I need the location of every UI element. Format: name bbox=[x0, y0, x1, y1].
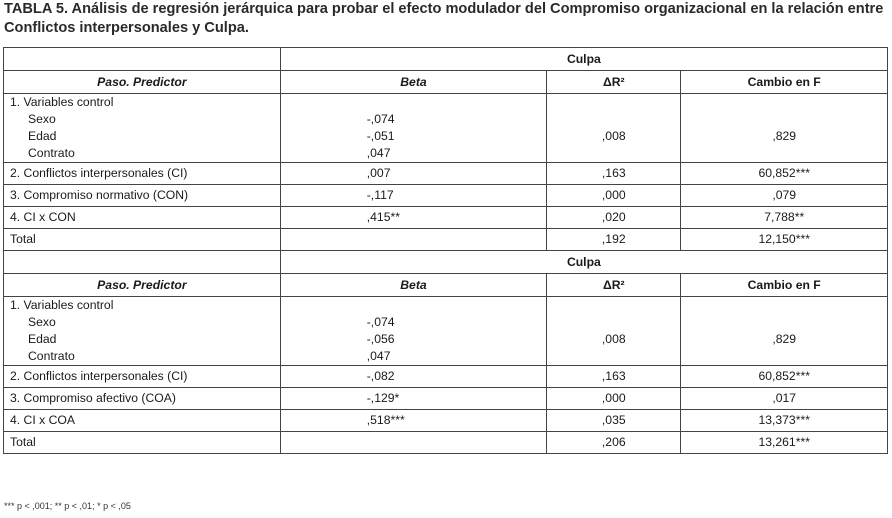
predictor-cell: 3. Compromiso afectivo (COA) bbox=[4, 388, 281, 410]
culpa-header: Culpa bbox=[280, 251, 887, 274]
sub-label: Contrato bbox=[28, 349, 75, 363]
column-header-row bbox=[4, 274, 888, 297]
predictor-cell bbox=[4, 94, 281, 163]
beta-cell: ,415** bbox=[280, 207, 546, 229]
culpa-header: Culpa bbox=[280, 48, 887, 71]
dr2-cell: ,000 bbox=[547, 185, 681, 207]
f-value: ,829 bbox=[772, 332, 797, 346]
total-label: Total bbox=[4, 432, 281, 454]
f-cell bbox=[681, 297, 888, 366]
f-value: ,829 bbox=[772, 129, 797, 143]
f-cell: 60,852*** bbox=[681, 366, 888, 388]
beta-header: Beta bbox=[280, 71, 546, 94]
beta-cell: ,007 bbox=[280, 163, 546, 185]
table-row bbox=[4, 388, 888, 410]
culpa-header-row bbox=[4, 251, 888, 274]
beta-cell bbox=[280, 94, 546, 163]
beta-value: ,047 bbox=[366, 349, 391, 363]
sub-label: Edad bbox=[28, 129, 57, 143]
predictor-cell: 2. Conflictos interpersonales (CI) bbox=[4, 366, 281, 388]
dr2-cell: ,192 bbox=[547, 229, 681, 251]
sub-label: Contrato bbox=[28, 146, 75, 160]
dr2-cell: ,000 bbox=[547, 388, 681, 410]
table-row bbox=[4, 94, 888, 163]
f-cell: 7,788** bbox=[681, 207, 888, 229]
beta-value: -,051 bbox=[366, 129, 395, 143]
f-cell: ,017 bbox=[681, 388, 888, 410]
table-title: TABLA 5. Análisis de regresión jerárquica para probar el efecto modulador del Compromiso organizacional en la relación entre Conflictos interpersonales y Culpa. bbox=[4, 1, 884, 36]
sub-label: Sexo bbox=[28, 315, 56, 329]
predictor-header: Paso. Predictor bbox=[4, 71, 281, 94]
sub-label: Sexo bbox=[28, 112, 56, 126]
f-header: Cambio en F bbox=[681, 274, 888, 297]
dr2-header: ΔR² bbox=[547, 71, 681, 94]
beta-value: -,074 bbox=[366, 112, 395, 126]
culpa-header-row bbox=[4, 48, 888, 71]
dr2-cell: ,163 bbox=[547, 366, 681, 388]
predictor-cell: 3. Compromiso normativo (CON) bbox=[4, 185, 281, 207]
total-row bbox=[4, 229, 888, 251]
step-label: 1. Variables control bbox=[10, 95, 114, 109]
table-row bbox=[4, 366, 888, 388]
regression-table bbox=[3, 47, 888, 454]
total-row bbox=[4, 432, 888, 454]
beta-cell: -,129* bbox=[280, 388, 546, 410]
dr2-header: ΔR² bbox=[547, 274, 681, 297]
dr2-cell bbox=[547, 94, 681, 163]
f-cell: 13,261*** bbox=[681, 432, 888, 454]
table-row bbox=[4, 297, 888, 366]
beta-cell: -,117 bbox=[280, 185, 546, 207]
f-cell bbox=[681, 94, 888, 163]
dr2-cell bbox=[547, 297, 681, 366]
dr2-value: ,008 bbox=[601, 332, 626, 346]
blank-cell bbox=[280, 229, 546, 251]
sub-label: Edad bbox=[28, 332, 57, 346]
blank-cell bbox=[280, 432, 546, 454]
blank-cell bbox=[4, 251, 281, 274]
table-row bbox=[4, 163, 888, 185]
predictor-cell: 4. CI x CON bbox=[4, 207, 281, 229]
dr2-cell: ,035 bbox=[547, 410, 681, 432]
beta-cell: ,518*** bbox=[280, 410, 546, 432]
column-header-row bbox=[4, 71, 888, 94]
blank-cell bbox=[4, 48, 281, 71]
beta-value: ,047 bbox=[366, 146, 391, 160]
step-label: 1. Variables control bbox=[10, 298, 114, 312]
predictor-cell bbox=[4, 297, 281, 366]
f-cell: ,079 bbox=[681, 185, 888, 207]
f-header: Cambio en F bbox=[681, 71, 888, 94]
dr2-cell: ,020 bbox=[547, 207, 681, 229]
table-row bbox=[4, 185, 888, 207]
beta-cell: -,082 bbox=[280, 366, 546, 388]
beta-value: -,056 bbox=[366, 332, 395, 346]
f-cell: 12,150*** bbox=[681, 229, 888, 251]
predictor-cell: 2. Conflictos interpersonales (CI) bbox=[4, 163, 281, 185]
f-cell: 60,852*** bbox=[681, 163, 888, 185]
table-row bbox=[4, 410, 888, 432]
significance-footnote: *** p < ,001; ** p < ,01; * p < ,05 bbox=[4, 501, 131, 511]
dr2-cell: ,163 bbox=[547, 163, 681, 185]
beta-value: -,074 bbox=[366, 315, 395, 329]
table-row bbox=[4, 207, 888, 229]
dr2-value: ,008 bbox=[601, 129, 626, 143]
total-label: Total bbox=[4, 229, 281, 251]
beta-cell bbox=[280, 297, 546, 366]
predictor-cell: 4. CI x COA bbox=[4, 410, 281, 432]
beta-header: Beta bbox=[280, 274, 546, 297]
predictor-header: Paso. Predictor bbox=[4, 274, 281, 297]
dr2-cell: ,206 bbox=[547, 432, 681, 454]
f-cell: 13,373*** bbox=[681, 410, 888, 432]
